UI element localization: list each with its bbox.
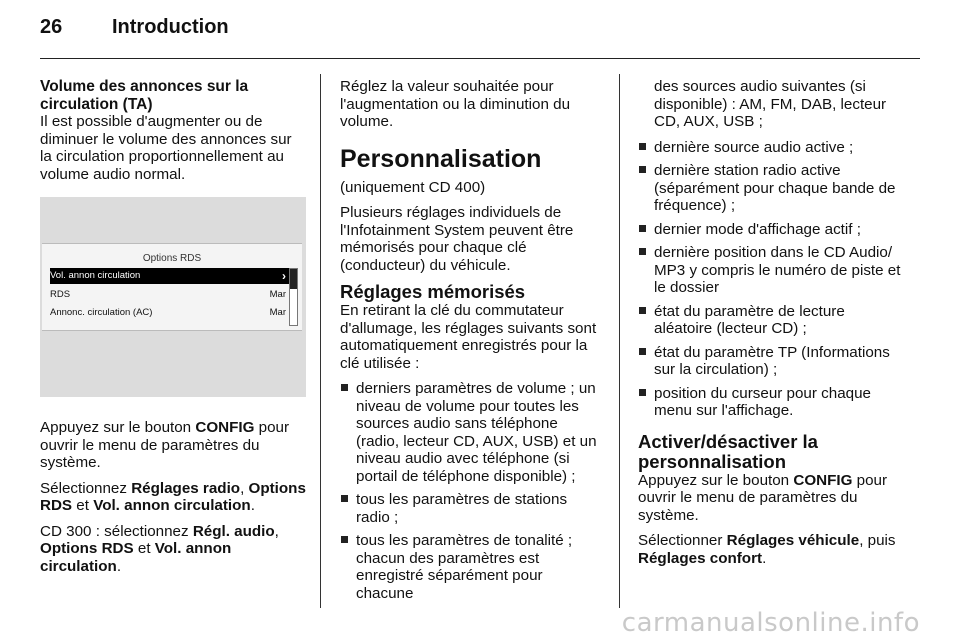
watermark: carmanualsonline.info (621, 608, 920, 638)
header-rule (40, 58, 920, 59)
bullet-icon (639, 248, 646, 255)
rds-options-screenshot (40, 197, 306, 397)
cd400-note: (uniquement CD 400) (340, 178, 486, 196)
column-3 (638, 78, 906, 575)
column-1 (40, 78, 306, 583)
list-item: derniers paramètres de volume ; un niveau de volume pour toutes les sources audio sans téléphone (radio, lecteur CD, AUX, USB) et un niveau audio avec téléphone (si portail de téléphone disponible) ; (340, 380, 604, 485)
bullet-icon (341, 384, 348, 391)
scrollbar (289, 268, 298, 326)
bullet-icon (341, 495, 348, 502)
personalisation-heading: Personnalisation (340, 144, 542, 173)
column-divider-2 (619, 74, 620, 608)
bullet-icon (639, 166, 646, 173)
section-title: Introduction (112, 16, 229, 38)
cd300-instruction: CD 300 : sélectionnez Régl. audio, Options RDS et Vol. annon circulation. (40, 522, 279, 575)
menu-row-label: Vol. annon circulation (50, 270, 141, 281)
personalisation-paragraph: Plusieurs réglages individuels de l'Infotainment System peuvent être mémorisés pour chaque clé (conducteur) du véhicule. (340, 204, 574, 274)
display-screen (42, 243, 302, 331)
toggle-personalisation-heading: Activer/désactiver la personnalisation (638, 430, 818, 472)
menu-row-label: Annonc. circulation (AC) (50, 307, 153, 318)
adjust-paragraph: Réglez la valeur souhaitée pour l'augmentation ou la diminution du volume. (340, 78, 571, 130)
config-instruction: Appuyez sur le bouton CONFIG pour ouvrir le menu de paramètres du système. (40, 419, 290, 471)
bullet-icon (341, 536, 348, 543)
bullet-icon (639, 307, 646, 314)
menu-row-value: Mar (269, 307, 286, 318)
list-item: état du paramètre TP (Informations sur la circulation) ; (638, 344, 906, 379)
bullet-icon (639, 389, 646, 396)
bullet-icon (639, 348, 646, 355)
bullet-icon (639, 225, 646, 232)
menu-row-value: Mar (269, 289, 286, 300)
menu-row-ta-volume (50, 268, 290, 284)
column-2 (340, 78, 604, 608)
config-instruction: Appuyez sur le bouton CONFIG pour ouvrir le menu de paramètres du système. (638, 471, 888, 524)
page-header (40, 16, 229, 39)
list-item: tous les paramètres de tonalité ; chacun des paramètres est enregistré séparément pour chacune (340, 532, 604, 602)
column-divider-1 (320, 74, 321, 608)
list-item: tous les paramètres de stations radio ; (340, 491, 604, 526)
stored-settings-list (340, 380, 604, 602)
menu-row-label: RDS (50, 289, 71, 300)
chevron-right-icon: › (282, 269, 286, 283)
stored-settings-list-cont (638, 139, 906, 420)
bullet-icon (639, 143, 646, 150)
list-continuation: des sources audio suivantes (si disponible) : AM, FM, DAB, lecteur CD, AUX, USB ; (654, 78, 887, 130)
select-instruction: Sélectionnez Réglages radio, Options RDS et Vol. annon circulation. (40, 479, 306, 514)
menu-row-rds (50, 287, 290, 303)
stored-settings-heading: Réglages mémorisés (340, 281, 526, 302)
list-item: dernière source audio active ; (638, 139, 906, 157)
menu-row-traffic-announce (50, 305, 290, 321)
page-number: 26 (40, 16, 63, 38)
stored-settings-paragraph: En retirant la clé du commutateur d'allumage, les réglages suivants sont automatiquement enregistrés pour la clé utilisée : (340, 302, 597, 372)
select-instruction: Sélectionner Réglages véhicule, puis Réglages confort. (638, 532, 896, 567)
list-item: état du paramètre de lecture aléatoire (lecteur CD) ; (638, 303, 906, 338)
scrollbar-thumb (290, 269, 297, 289)
list-item: position du curseur pour chaque menu sur l'affichage. (638, 385, 906, 420)
list-item: dernière station radio active (séparément pour chaque bande de fréquence) ; (638, 162, 906, 215)
ta-volume-paragraph: Il est possible d'augmenter ou de diminuer le volume des annonces sur la circulation proportionnellement au volume audio normal. (40, 113, 292, 183)
screen-title: Options RDS (142, 253, 202, 264)
list-item: dernière position dans le CD Audio/ MP3 y compris le numéro de piste et le dossier (638, 244, 906, 297)
list-item: dernier mode d'affichage actif ; (638, 221, 906, 239)
ta-volume-heading: Volume des annonces sur la circulation (TA) (40, 78, 249, 113)
